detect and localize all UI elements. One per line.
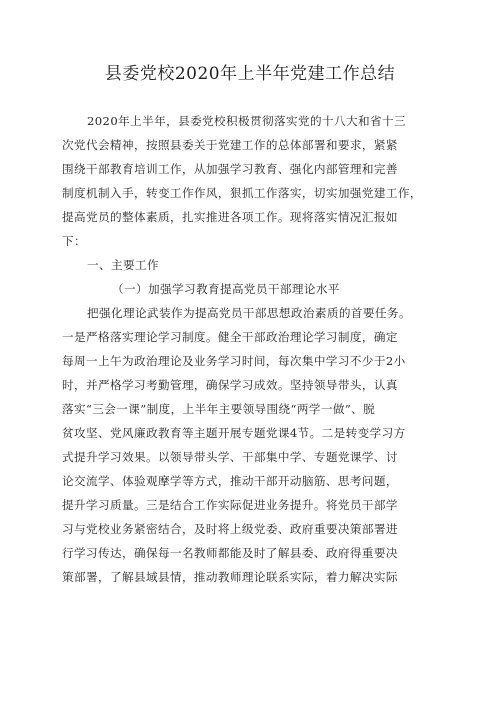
paragraph-line: 每周一上午为政治理论及业务学习时间，每次集中学习不少于2小 — [62, 354, 406, 368]
paragraph-line: 围绕干部教育培训工作，从加强学习教育、强化内部管理和完善 — [62, 162, 398, 176]
paragraph-line: 习与党校业务紧密结合，及时将上级党委、政府重要决策部署进 — [62, 522, 398, 536]
section-heading: 一、主要工作 — [87, 258, 159, 272]
paragraph-line: 下： — [62, 234, 86, 248]
paragraph-line: 行学习传达，确保每一名教师都能及时了解县委、政府得重要决 — [62, 546, 398, 560]
subsection-heading: （一）加强学习教育提高党员干部理论水平 — [112, 282, 340, 296]
paragraph-line: 式提升学习效果。以领导带头学、干部集中学、专题党课学、讨 — [62, 450, 398, 464]
document-body — [62, 109, 442, 589]
paragraph-line: 一是严格落实理论学习制度。健全干部政治理论学习制度，确定 — [62, 330, 398, 344]
paragraph-line: 论交流学、体验观摩学等方式，推动干部开动脑筋、思考问题， — [62, 474, 398, 488]
paragraph-line: 落实“三会一课”制度，上半年主要领导围绕“两学一做”、脱 — [62, 402, 376, 416]
paragraph-line: 策部署，了解县域县情，推动教师理论联系实际，着力解决实际 — [62, 570, 398, 584]
paragraph-line: 次党代会精神，按照县委关于党建工作的总体部署和要求，紧紧 — [62, 138, 398, 152]
paragraph-line: 2020年上半年，县委党校积极贯彻落实党的十八大和省十三 — [87, 114, 406, 128]
paragraph-line: 提高党员的整体素质，扎实推进各项工作。现将落实情况汇报如 — [62, 210, 398, 224]
paragraph-line: 制度机制入手，转变工作作风，狠抓工作落实，切实加强党建工作， — [62, 186, 422, 200]
document-title: 县委党校2020年上半年党建工作总结 — [104, 64, 396, 84]
paragraph-line: 时，并严格学习考勤管理，确保学习成效。坚持领导带头，认真 — [62, 378, 398, 392]
paragraph-line: 贫攻坚、党风廉政教育等主题开展专题党课4节。二是转变学习方 — [62, 426, 406, 440]
paragraph-line: 把强化理论武装作为提高党员干部思想政治素质的首要任务。 — [87, 306, 411, 320]
paragraph-line: 提升学习质量。三是结合工作实际促进业务提升。将党员干部学 — [62, 498, 398, 512]
